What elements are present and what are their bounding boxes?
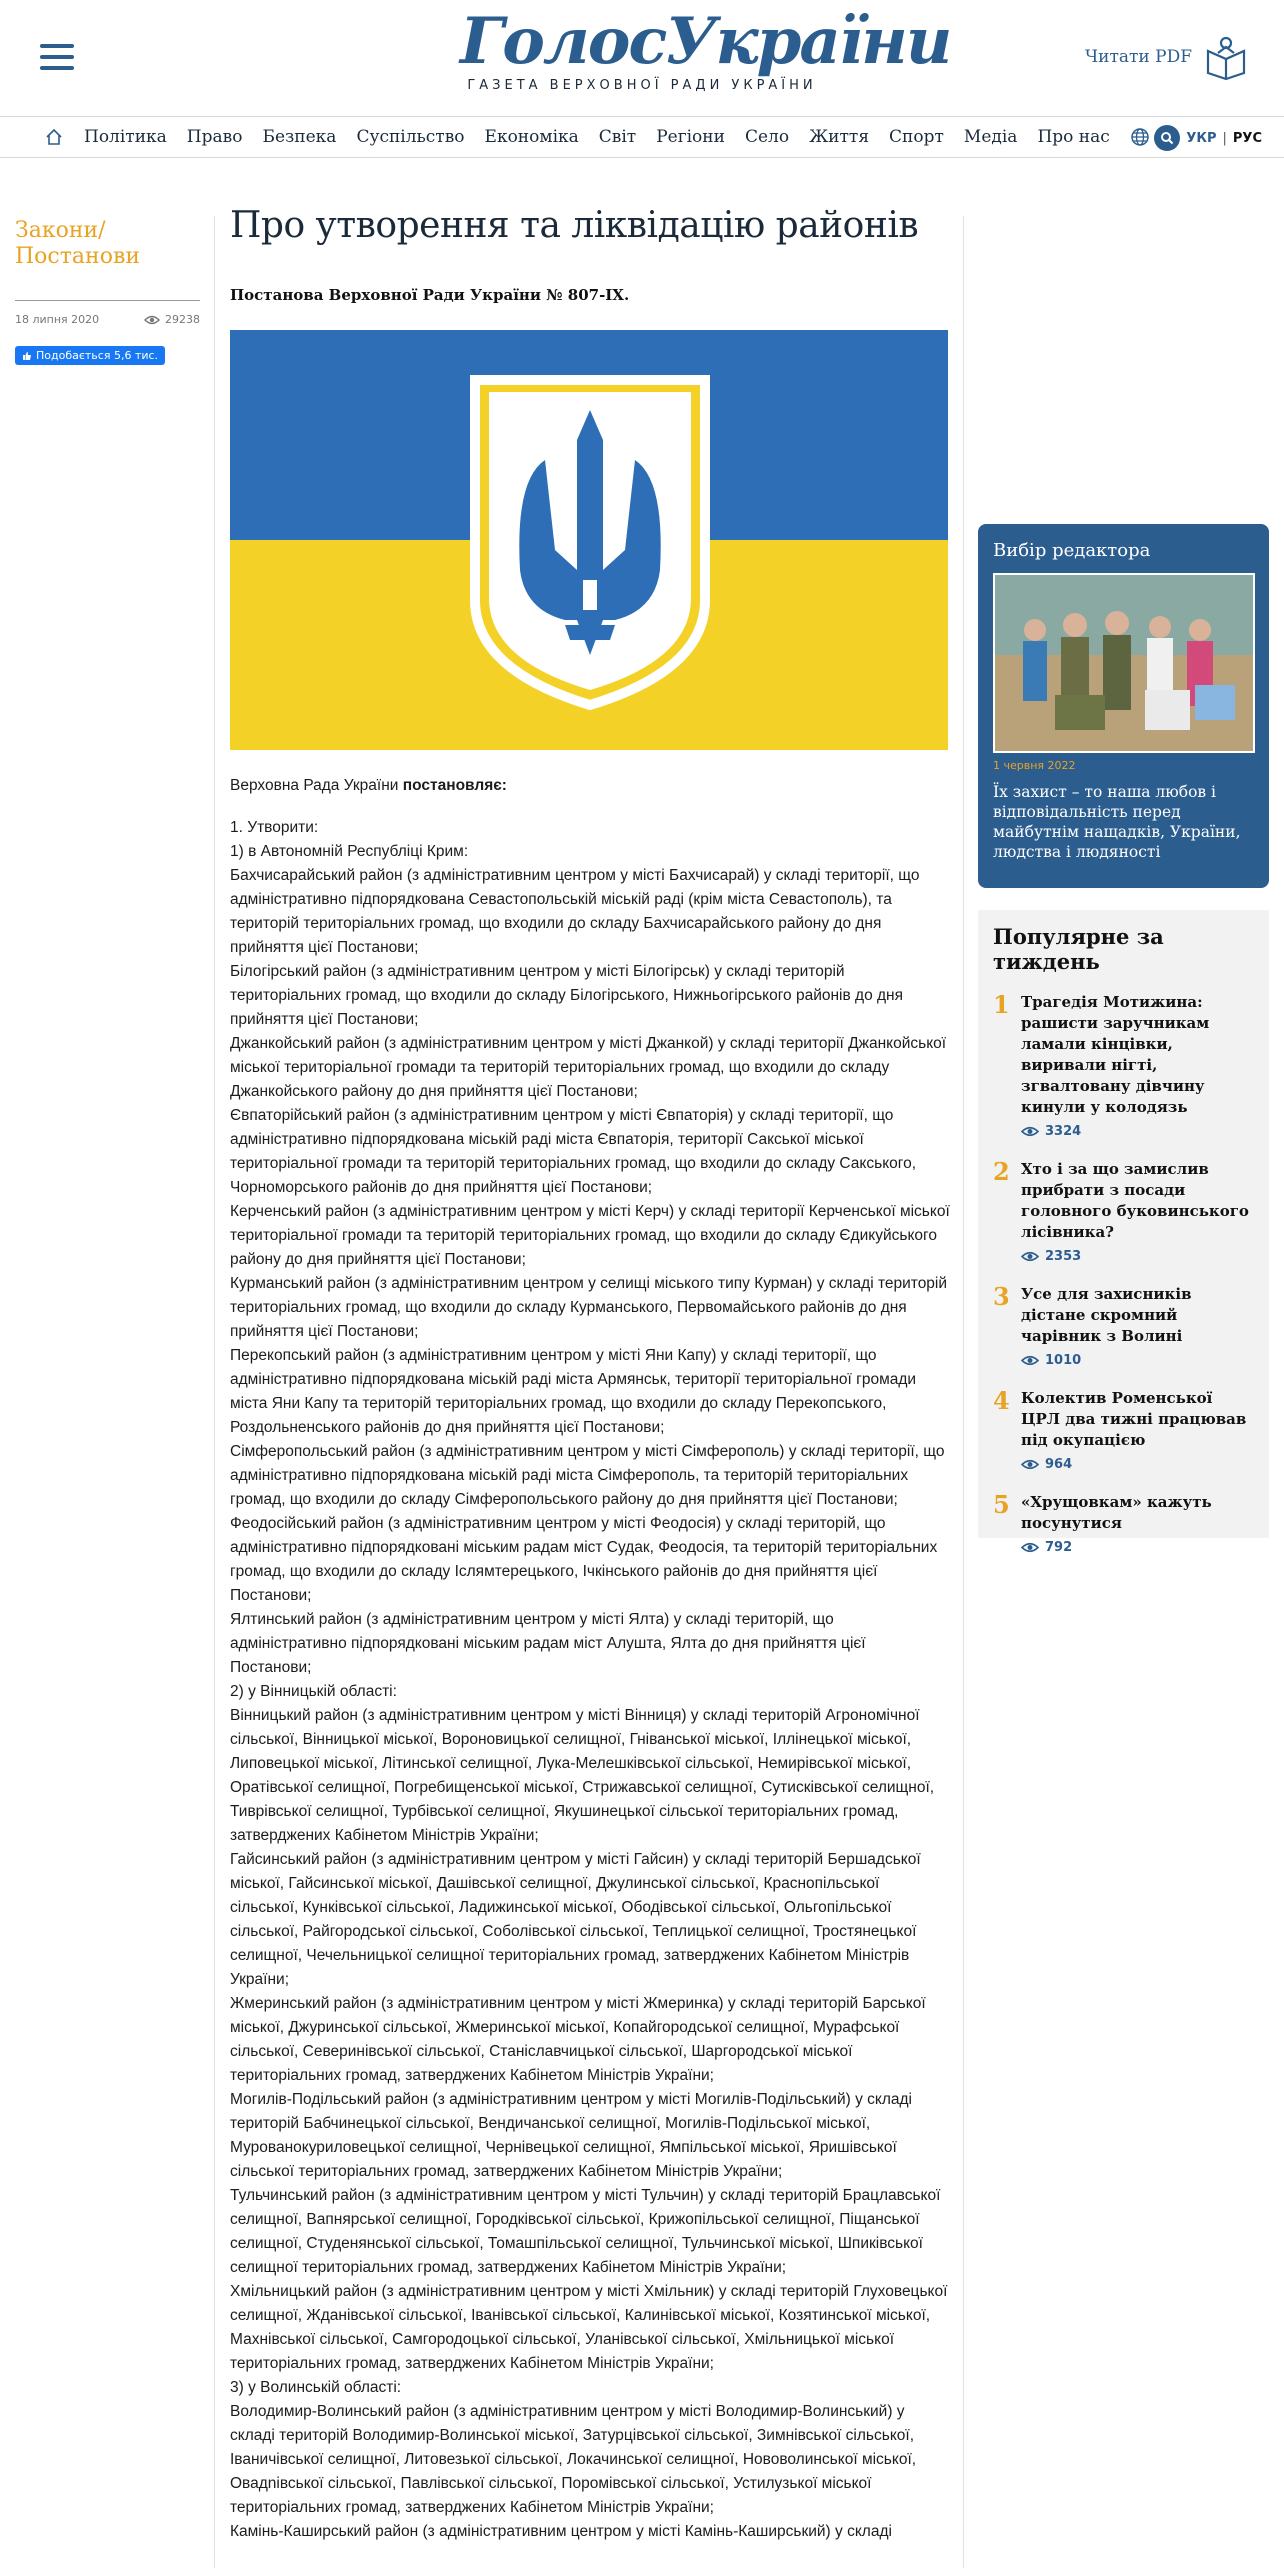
article-paragraph: Курманський район (з адміністративним центром у селищі міського типу Курман) у складі територій територіальних громад, що входили до складу Курманського, Первомайського районів до дня прийняття цієї Постанови; (230, 1275, 948, 1340)
search-icon (1160, 131, 1174, 145)
article-sidebar-left (15, 218, 200, 365)
intro-bold: постановляє: (402, 777, 507, 794)
lang-ukr[interactable]: УКР (1186, 130, 1217, 146)
popular-headline[interactable]: Трагедія Мотижина: рашисти заручникам ламали кінцівки, виривали нігті, згвалтовану дівчину кинули у колодязь (1021, 993, 1210, 1116)
popular-views-value: 2353 (1045, 1249, 1082, 1264)
logo-title: ГолосУкраїни (460, 4, 951, 79)
popular-week-widget (978, 910, 1269, 1555)
read-pdf-label: Читати PDF (1084, 47, 1192, 67)
nav-item-village[interactable]: Село (744, 127, 790, 147)
nav-item-sport[interactable]: Спорт (889, 127, 944, 147)
intro-text: Верховна Рада України (230, 777, 403, 794)
popular-rank: 4 (993, 1386, 1010, 1415)
popular-views-value: 1010 (1045, 1353, 1082, 1368)
article-title: Про утворення та ліквідацію районів (230, 205, 919, 246)
popular-views (1021, 1540, 1254, 1555)
nav-item-law[interactable]: Право (186, 127, 243, 147)
popular-headline[interactable]: «Хрущовкам» кажуть посунутися (1021, 1493, 1212, 1532)
article-paragraph: Білогірський район (з адміністративним центром у місті Білогірськ) у складі територій територіальних громад, що входили до складу Білогірського, Нижньогірського районів до дня прийняття цієї Постанови; (230, 963, 904, 1028)
nav-item-politics[interactable]: Політика (84, 127, 167, 147)
popular-item[interactable] (993, 1388, 1254, 1472)
article-paragraph: Євпаторійський район (з адміністративним центром у місті Євпаторія) у складі території, що адміністративно підпорядкована міській раді міста Євпаторія, території Сакської міської територіальної громади та територій територіальних громад, що входили до складу Сакського, Чорноморського районів до дня прийняття цієї Постанови; (230, 1107, 917, 1196)
nav-item-society[interactable]: Суспільство (356, 127, 465, 147)
popular-title: Популярне за тиждень (993, 924, 1164, 974)
coat-of-arms-icon (465, 370, 715, 710)
left-divider (214, 216, 215, 2568)
article-paragraphs (230, 816, 950, 2544)
nav-item-media[interactable]: Медіа (963, 127, 1018, 147)
popular-views-value: 964 (1045, 1457, 1073, 1472)
article-paragraph: Сімферопольський район (з адміністративним центром у місті Сімферополь) у складі території, що адміністративно підпорядкована міській раді міста Сімферополь, та територій територіальних громад, що входили до складу Сімферопольського району до дня прийняття цієї Постанови; (230, 1443, 945, 1508)
eye-icon (144, 315, 160, 325)
popular-list (993, 992, 1254, 1555)
popular-rank: 2 (993, 1157, 1010, 1186)
facebook-like-label: Подобається 5,6 тис. (36, 349, 159, 362)
eye-icon (1021, 1542, 1039, 1553)
article-paragraph: 1. Утворити: (230, 819, 319, 836)
right-divider (963, 216, 964, 2568)
logo-subtitle: ГАЗЕТА ВЕРХОВНОЇ РАДИ УКРАЇНИ (467, 78, 817, 93)
nav-item-life[interactable]: Життя (809, 127, 870, 147)
popular-views (1021, 1124, 1254, 1139)
read-pdf-link[interactable] (1085, 32, 1250, 82)
popular-item[interactable] (993, 992, 1254, 1139)
home-icon[interactable] (44, 127, 64, 147)
article-paragraph: Перекопський район (з адміністративним центром у місті Яни Капу) у складі території, що адміністративно підпорядкована міській раді міста Армянськ, території територіальної громади міста Яни Капу та територій територіальних громад, що входили до складу Перекопського, Роздольненського районів до дня прийняття цієї Постанови; (230, 1347, 917, 1436)
article-paragraph: Бахчисарайський район (з адміністративним центром у місті Бахчисарай) у складі території, що адміністративно підпорядкована Севастопольській міській раді (крім міста Севастополь), та територій територіальних громад, що входили до складу Бахчисарайського району до дня прийняття цієї Постанови; (230, 867, 920, 956)
article-paragraph: Вінницький район (з адміністративним центром у місті Вінниця) у складі територій Агрономічної сільської, Вінницької міської, Вороновицької селищної, Гніванської міської, Іллінецької міської, Липовецької міської, Літинської селищної, Лука-Мелешківської сільської, Немирівської міської, Оратівської селищної, Погребищенської міської, Стрижавської селищної, Сутисківської селищної, Тиврівської селищної, Турбівської селищної, Якушинецької сільської територіальних громад, затверджених Кабінетом Міністрів України; (230, 1707, 935, 1844)
popular-rank: 3 (993, 1282, 1010, 1311)
article-intro (230, 774, 950, 798)
article-paragraph: Гайсинський район (з адміністративним центром у місті Гайсин) у складі територій Бершадської міської, Гайсинської міської, Дашівської селищної, Джулинської сільської, Краснопільської сільської, Кунківської сільської, Ладижинської міської, Ободівської сільської, Ольгопільської сільської, Райгородської сільської, Соболівської сільської, Теплицької селищної, Тростянецької селищної, Чечельницької селищної територіальних громад, затверджених Кабінетом Міністрів України; (230, 1851, 921, 1988)
editor-choice-date: 1 червня 2022 (993, 759, 1076, 772)
article (230, 204, 950, 2544)
lang-rus[interactable]: РУС (1232, 130, 1262, 146)
popular-views-value: 3324 (1045, 1124, 1082, 1139)
article-paragraph: Могилів-Подільський район (з адміністративним центром у місті Могилів-Подільський) у складі територій Бабчинецької сільської, Вендичанської селищної, Могилів-Подільської міської, Мурованокуриловецької селищної, Чернівецької селищної, Ямпільської міської, Яришівської сільської територіальних громад, затверджених Кабінетом Міністрів України; (230, 2091, 912, 2180)
article-paragraph: Феодосійський район (з адміністративним центром у місті Феодосія) у складі територій, що адміністративно підпорядковані міським радам міст Судак, Феодосія, та територій територіальних громад, що входили до складу Іслямтерецького, Ічкінського районів до дня прийняття цієї Постанови; (230, 1515, 938, 1604)
category-link[interactable]: Закони/ Постанови (15, 218, 140, 269)
popular-headline[interactable]: Колектив Роменської ЦРЛ два тижні працював під окупацією (1021, 1389, 1247, 1449)
editor-choice-title: Вибір редактора (993, 540, 1151, 561)
popular-item[interactable] (993, 1284, 1254, 1368)
article-paragraph: Хмільницький район (з адміністративним центром у місті Хмільник) у складі територій Глуховецької селищної, Жданівської сільської, Іванівської сільської, Калинівської міської, Козятинської міської, Махнівської сільської, Самгородоцької сільської, Уланівської сільської, Хмільницької міської територіальних громад, затверджених Кабінетом Міністрів України; (230, 2283, 948, 2372)
menu-icon[interactable] (40, 44, 74, 72)
publish-date: 18 липня 2020 (15, 313, 100, 326)
article-paragraph: Жмеринський район (з адміністративним центром у місті Жмеринка) у складі територій Барської міської, Джуринської сільської, Жмеринської міської, Копайгородської селищної, Мурафської сільської, Северинівської сільської, Станіславчицької сільської, Шаргородської міської територіальних громад, затверджених Кабінетом Міністрів України; (230, 1995, 926, 2084)
lang-separator: | (1222, 130, 1227, 146)
thumbs-up-icon (22, 351, 32, 361)
article-paragraph: 1) в Автономній Республіці Крим: (230, 843, 469, 860)
nav-item-about[interactable]: Про нас (1037, 127, 1110, 147)
article-body (230, 774, 950, 2544)
nav-item-economy[interactable]: Економіка (484, 127, 579, 147)
popular-item[interactable] (993, 1159, 1254, 1264)
popular-headline[interactable]: Усе для захисників дістане скромний чарівник з Волині (1021, 1285, 1192, 1345)
nav-item-regions[interactable]: Регіони (656, 127, 725, 147)
popular-views (1021, 1249, 1254, 1264)
article-lead: Постанова Верховної Ради України № 807-IX. (230, 286, 630, 304)
open-book-icon (1202, 33, 1250, 81)
article-paragraph: Володимир-Волинський район (з адміністративним центром у місті Володимир-Волинський) у складі територій Володимир-Волинської міської, Затурцівської сільської, Зимнівської сільської, Іваничівської селищної, Литовезької сільської, Локачинської селищної, Нововолинської міської, Овадnівської сільської, Павлівської сільської, Поромівської сільської, Устилузької міської територіальних громад, затверджених Кабінетом Міністрів України; (230, 2403, 917, 2516)
article-paragraph: Тульчинський район (з адміністративним центром у місті Тульчин) у складі територій Брацлавської селищної, Вапнярської селищної, Городківської сільської, Крижопільської селищної, Піщанської селищної, Студенянської сільської, Томашпільської селищної, Тульчинської міської, Шпиківської селищної територіальних громад, затверджених Кабінетом Міністрів України; (230, 2187, 941, 2276)
article-paragraph: Керченський район (з адміністративним центром у місті Керч) у складі території Керченської міської територіальної громади та територій територіальних громад, що входили до складу Єдикуйського району до дня прийняття цієї Постанови; (230, 1203, 950, 1268)
search-button[interactable] (1154, 125, 1180, 151)
editor-choice-headline[interactable]: Їх захист – то наша любов і відповідальність перед майбутнім нащадків, України, людства і людяності (993, 783, 1241, 861)
popular-item[interactable] (993, 1492, 1254, 1555)
view-count-value: 29238 (165, 313, 200, 326)
article-paragraph: Джанкойський район (з адміністративним центром у місті Джанкой) у складі території Джанкойської міської територіальної громади та територій територіальних громад, що входили до складу Джанкойського району до дня прийняття цієї Постанови; (230, 1035, 947, 1100)
article-paragraph: Ялтинський район (з адміністративним центром у місті Ялта) у складі територій, що адміністративно підпорядковані міським радам міст Алушта, Ялта до дня прийняття цієї Постанови; (230, 1611, 866, 1676)
site-header (0, 0, 1284, 116)
popular-headline[interactable]: Хто і за що замислив прибрати з посади головного буковинського лісівника? (1021, 1160, 1249, 1241)
popular-rank: 1 (993, 990, 1010, 1019)
article-paragraph: 3) у Волинській області: (230, 2379, 402, 2396)
globe-icon[interactable] (1130, 127, 1150, 147)
article-hero-image (230, 330, 948, 750)
view-count (144, 313, 200, 326)
article-meta (15, 300, 200, 326)
editor-choice-photo (993, 573, 1255, 753)
nav-item-world[interactable]: Світ (598, 127, 637, 147)
popular-rank: 5 (993, 1490, 1010, 1519)
nav-item-security[interactable]: Безпека (262, 127, 337, 147)
site-logo[interactable] (460, 4, 951, 104)
popular-views (1021, 1353, 1254, 1368)
popular-views (1021, 1457, 1254, 1472)
facebook-like-button[interactable] (15, 346, 165, 365)
eye-icon (1021, 1355, 1039, 1366)
eye-icon (1021, 1251, 1039, 1262)
article-paragraph: 2) у Вінницькій області: (230, 1683, 397, 1700)
article-paragraph: Камінь-Каширський район (з адміністративним центром у місті Камінь-Каширський) у складі (230, 2523, 892, 2540)
eye-icon (1021, 1459, 1039, 1470)
popular-views-value: 792 (1045, 1540, 1073, 1555)
main-nav (0, 116, 1284, 158)
eye-icon (1021, 1126, 1039, 1137)
editor-choice-card[interactable] (978, 524, 1269, 888)
